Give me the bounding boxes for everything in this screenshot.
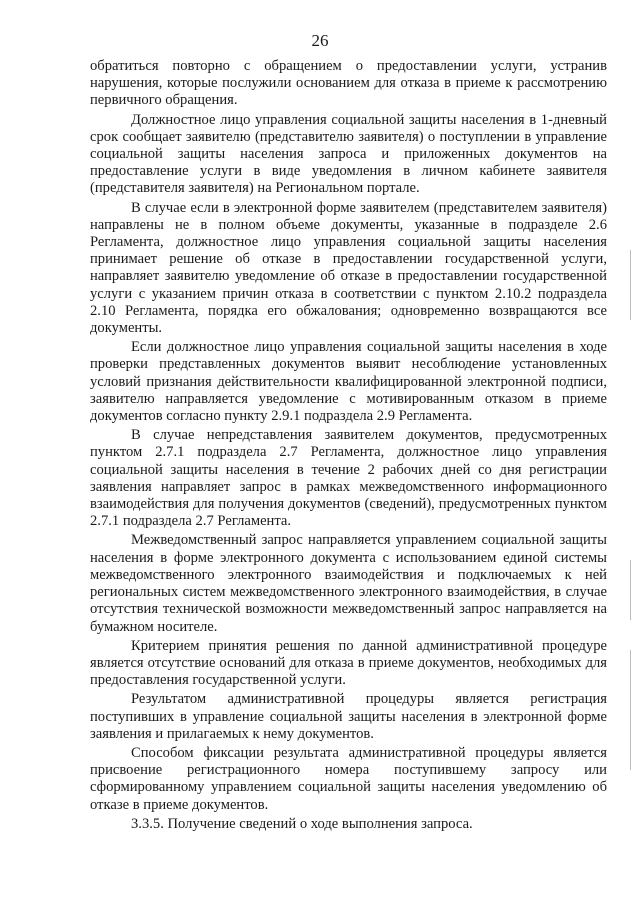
paragraph-1: обратиться повторно с обращением о предоставлении услуги, устранив нарушения, которые послужили основанием для отказа в приеме к рассмотрению первичного обращения. <box>90 58 607 109</box>
page-number: 26 <box>311 31 329 50</box>
paragraph-4: Если должностное лицо управления социальной защиты населения в ходе проверки представленных документов выявит несоблюдение установленных условий признания действительности квалифицированной электронной подписи, заявителю направляется уведомление с мотивированным отказом в приеме документов согласно пункту 2.9.1 подраздела 2.9 Регламента. <box>90 339 607 425</box>
scan-edge-mark <box>630 250 631 320</box>
paragraph-7: Критерием принятия решения по данной административной процедуре является отсутствие оснований для отказа в приеме документов, необходимых для предоставления государственной услуги. <box>90 637 607 689</box>
paragraph-2: Должностное лицо управления социальной защиты населения в 1-дневный срок сообщает заявителю (представителю заявителя) о поступлении в управление социальной защиты населения запроса и приложенных документов на предоставление услуги в виде уведомления в личном кабинете заявителя (представителя заявителя) на Региональном портале. <box>90 111 607 197</box>
scan-edge-mark <box>630 560 631 620</box>
paragraph-3: В случае если в электронной форме заявителем (представителем заявителя) направлены не в полном объеме документы, указанные в подразделе 2.6 Регламента, должностное лицо управления социальной защиты населения принимает решение об отказе в предоставлении государственной услуги, направляет заявителю уведомление об отказе в предоставлении государственной услуги с указанием причин отказа в соответствии с пунктом 2.10.2 подраздела 2.10 Регламента, порядка его обжалования; одновременно возвращаются все документы. <box>90 199 607 337</box>
scan-edge-mark <box>630 650 631 770</box>
paragraph-9: Способом фиксации результата административной процедуры является присвоение регистрационного номера поступившему запросу или сформированному управлением социальной защиты населения уведомлению об отказе в приеме документов. <box>90 744 607 813</box>
paragraph-6: Межведомственный запрос направляется управлением социальной защиты населения в форме электронного документа с использованием единой системы межведомственного электронного взаимодействия и подключаемых к ней региональных систем межведомственного электронного взаимодействия, в случае отсутствия технической возможности межведомственный запрос направляется на бумажном носителе. <box>90 532 607 635</box>
paragraph-5: В случае непредставления заявителем документов, предусмотренных пунктом 2.7.1 подраздела 2.7 Регламента, должностное лицо управления социальной защиты населения в течение 2 рабочих дней со дня регистрации заявления направляет запрос в рамках межведомственного информационного взаимодействия для получения документов (сведений), предусмотренных пунктом 2.7.1 подраздела 2.7 Регламента. <box>90 427 607 530</box>
paragraph-10: 3.3.5. Получение сведений о ходе выполнения запроса. <box>131 815 473 832</box>
paragraph-8: Результатом административной процедуры является регистрация поступивших в управление социальной защиты населения в электронной форме заявления и прилагаемых к нему документов. <box>90 691 607 742</box>
document-body <box>90 58 607 833</box>
